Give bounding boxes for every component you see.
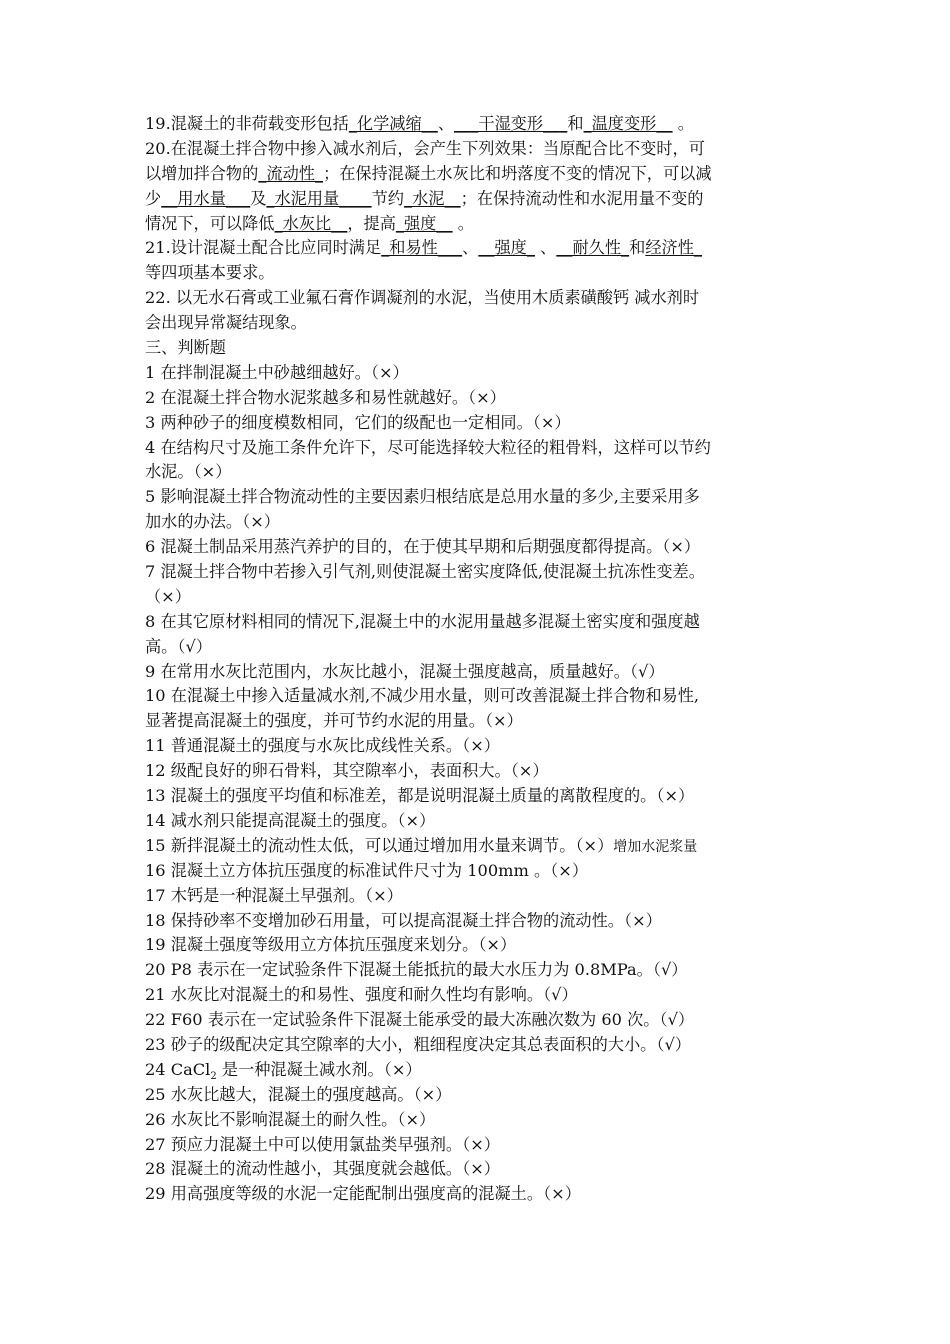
list-item: 19 混凝土强度等级用立方体抗压强度来划分。（×）: [145, 935, 517, 955]
list-item: 12 级配良好的卵石骨料，其空隙率小，表面积大。（×）: [145, 761, 549, 781]
q19-sep: 、: [437, 114, 455, 133]
list-item: 22 F60 表示在一定试验条件下混凝土能承受的最大冻融次数为 60 次。（√）: [145, 1010, 695, 1030]
q22-line-1: 22. 以无水石膏或工业氟石膏作调凝剂的水泥，当使用木质素磺酸钙 减水剂时: [145, 288, 700, 308]
q21-sep: 、: [462, 238, 479, 258]
list-item: 14 减水剂只能提高混凝土的强度。（×）: [145, 810, 436, 830]
list-item: 8 在其它原材料相同的情况下,混凝土中的水泥用量越多混凝土密实度和强度越: [145, 611, 700, 631]
q20-text: 少: [145, 188, 162, 208]
q20-text: 。: [452, 213, 474, 233]
list-item: 11 普通混凝土的强度与水灰比成线性关系。（×）: [145, 736, 500, 756]
q21-text: 21.设计混凝土配合比应同时满足: [145, 238, 382, 258]
list-item: 21 水灰比对混凝土的和易性、强度和耐久性均有影响。（√）: [145, 985, 578, 1005]
judgment-list-c: [145, 1083, 810, 1207]
q19-answer-2: ___干湿变形___: [454, 114, 568, 133]
list-item: 10 在混凝土中掺入适量减水剂,不减少用水量，则可改善混凝土拌合物和易性,: [145, 686, 700, 706]
list-item: 26 水灰比不影响混凝土的耐久性。（×）: [145, 1109, 436, 1129]
judgment-list-a: [145, 361, 810, 834]
list-item: 高。（√）: [145, 636, 212, 656]
q20-text: ，提高: [347, 213, 396, 233]
list-item: 16 混凝土立方体抗压强度的标准试件尺寸为 100mm 。（×）: [145, 860, 589, 880]
q20-text: 情况下，可以降低: [145, 213, 275, 233]
list-item: 1 在拌制混凝土中砂越细越好。（×）: [145, 362, 409, 382]
q20-line-4: [145, 212, 810, 237]
q19-end: 。: [672, 114, 694, 133]
list-item: 加水的办法。（×）: [145, 512, 280, 532]
q21-answer-4: 经济性_: [645, 238, 702, 258]
list-item: 28 混凝土的流动性越小，其强度就会越低。（×）: [145, 1159, 500, 1179]
q20-answer-strength: _强度__: [395, 213, 453, 233]
q19-line: [145, 112, 810, 137]
list-item: 7 混凝土拌合物中若掺入引气剂,则使混凝土密实度降低,使混凝土抗冻性变差。: [145, 562, 705, 582]
list-item: 2 在混凝土拌合物水泥浆越多和易性就越好。（×）: [145, 387, 506, 407]
list-item: 17 木钙是一种混凝土早强剂。（×）: [145, 885, 403, 905]
q21-sep: 、: [534, 238, 557, 258]
list-item: 27 预应力混凝土中可以使用氯盐类早强剂。（×）: [145, 1134, 500, 1154]
list-item: 水泥。（×）: [145, 462, 232, 482]
q19-prefix: 19.混凝土的非荷载变形包括: [145, 114, 349, 133]
item24-text: 24 CaCl: [145, 1059, 211, 1079]
q20-text: 节约: [371, 188, 404, 208]
list-item: （×）: [145, 586, 191, 606]
list-item: 5 影响混凝土拌合物流动性的主要因素归根结底是总用水量的多少,主要采用多: [145, 487, 700, 507]
list-item: 13 混凝土的强度平均值和标准差，都是说明混凝土质量的离散程度的。（×）: [145, 786, 695, 806]
handwritten-note: 增加水泥浆量: [613, 838, 698, 855]
list-item-24: [145, 1058, 810, 1083]
q20-text: 以增加拌合物的: [145, 163, 259, 183]
document-page: [145, 112, 810, 1207]
q20-text: 及: [250, 188, 267, 208]
q20-answer-flow: _流动性_: [258, 163, 324, 183]
q20-answer-water: __用水量___: [161, 188, 251, 208]
q21-line-2: 等四项基本要求。: [145, 263, 275, 283]
q20-line-1: 20.在混凝土拌合物中掺入减水剂后，会产生下列效果：当原配合比不变时，可: [145, 138, 705, 158]
q21-answer-2: __强度_: [478, 238, 535, 258]
q21-line-1: [145, 236, 810, 261]
q20-answer-cement-amount: _水泥用量____: [266, 188, 372, 208]
item24-subscript: 2: [210, 1071, 217, 1083]
q20-text: ；在保持混凝土水灰比和坍落度不变的情况下，可以减: [323, 163, 712, 183]
judgment-list-b: [145, 859, 810, 1058]
q20-line-2: [145, 162, 810, 187]
list-item: 18 保持砂率不变增加砂石用量，可以提高混凝土拌合物的流动性。（×）: [145, 910, 662, 930]
list-item: 6 混凝土制品采用蒸汽养护的目的，在于使其早期和后期强度都得提高。（×）: [145, 537, 701, 557]
q20-line-3: [145, 187, 810, 212]
list-item: 9 在常用水灰比范围内，水灰比越小，混凝土强度越高，质量越好。（√）: [145, 661, 665, 681]
list-item-15: [145, 834, 810, 859]
q20-answer-wc-ratio: _水灰比__: [274, 213, 348, 233]
q19-answer-1: _化学减缩__: [348, 114, 438, 133]
list-item: 29 用高强度等级的水泥一定能配制出强度高的混凝土。（×）: [145, 1184, 581, 1204]
list-item: 23 砂子的级配决定其空隙率的大小，粗细程度决定其总表面积的大小。（√）: [145, 1034, 691, 1054]
q22-line-2: 会出现异常凝结现象。: [145, 313, 307, 333]
q20-answer-cement: _水泥__: [404, 188, 461, 208]
list-item: 20 P8 表示在一定试验条件下混凝土能抵抗的最大水压力为 0.8MPa。（√）: [145, 960, 688, 980]
q21-answer-1: _和易性___: [381, 238, 463, 258]
section-title: 三、判断题: [145, 338, 226, 358]
q20-text: ；在保持流动性和水泥用量不变的: [460, 188, 704, 208]
q21-answer-3: __耐久性_: [556, 238, 630, 258]
list-item: 25 水灰比越大，混凝土的强度越高。（×）: [145, 1084, 452, 1104]
list-item: 4 在结构尺寸及施工条件允许下，尽可能选择较大粒径的粗骨料，这样可以节约: [145, 437, 711, 457]
q19-answer-3: _温度变形__: [583, 114, 673, 133]
item24-text: 是一种混凝土减水剂。（×）: [216, 1059, 422, 1079]
q19-sep: 和: [567, 114, 584, 133]
item15-text: 15 新拌混凝土的流动性太低，可以通过增加用水量来调节。（×）: [145, 835, 614, 855]
list-item: 3 两种砂子的细度模数相同，它们的级配也一定相同。（×）: [145, 412, 571, 432]
list-item: 显著提高混凝土的强度，并可节约水泥的用量。（×）: [145, 711, 523, 731]
q21-sep: 和: [629, 238, 646, 258]
